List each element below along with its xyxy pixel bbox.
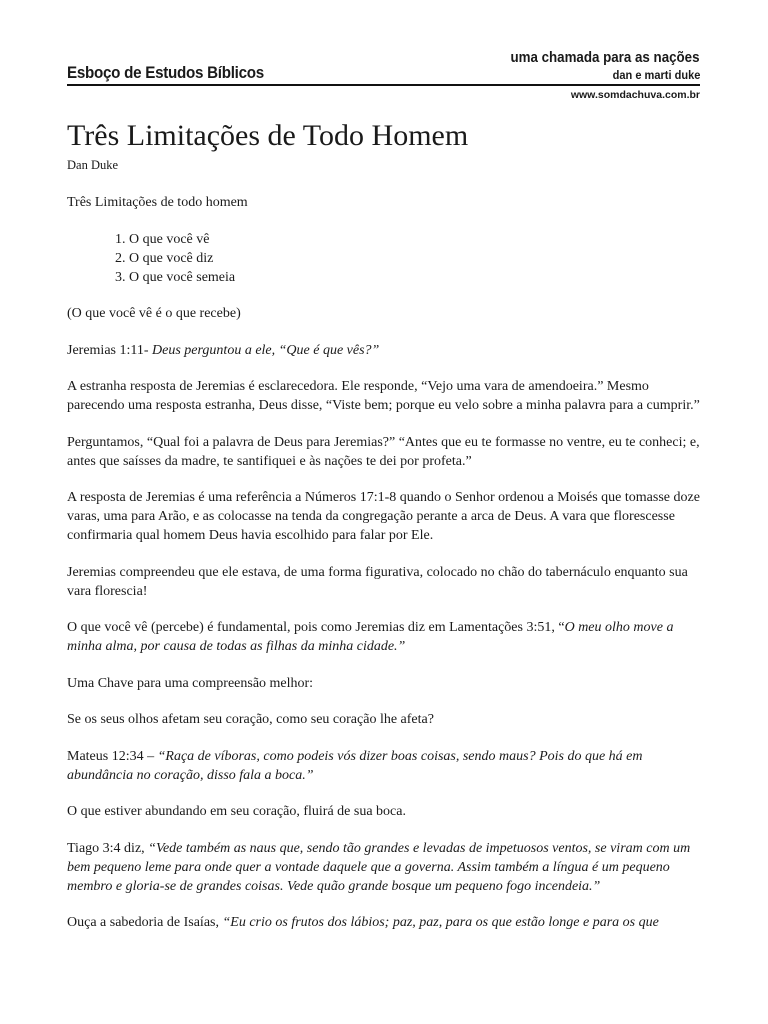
quote: “Eu crio os frutos dos lábios; paz, paz, para os que estão longe e para os que: [222, 915, 659, 930]
paragraph: [67, 747, 707, 785]
paragraph: Uma Chave para uma compreensão melhor:: [67, 675, 314, 691]
header-left-title: Esboço de Estudos Bíblicos: [67, 64, 264, 82]
header-tagline: uma chamada para as nações: [510, 50, 700, 66]
text: O que você vê (percebe) é fundamental, pois como Jeremias diz em Lamentações 3:51, “: [67, 620, 565, 635]
reference: Tiago 3:4 diz,: [67, 840, 149, 856]
paragraph: Perguntamos, “Qual foi a palavra de Deus para Jeremias?” “Antes que eu te formasse no ventre, eu te conheci; e, antes que saísses da madre, te santifiquei e às nações te dei por profeta.”: [67, 434, 700, 469]
paragraph: [67, 913, 707, 932]
quote: O meu olho move a minha alma, por causa de todas as filhas da minha cidade.”: [67, 620, 674, 654]
list-item: 2. O que você diz: [115, 250, 214, 266]
quote: Deus perguntou a ele, “Que é que vês?”: [152, 342, 380, 358]
list-item: 1. O que você vê: [115, 231, 210, 247]
reference: Jeremias 1:11-: [67, 342, 153, 358]
document-body: [67, 193, 707, 950]
reference: Ouça a sabedoria de Isaías,: [67, 915, 223, 930]
header-names: dan e marti duke: [612, 68, 700, 82]
paragraph: A estranha resposta de Jeremias é esclarecedora. Ele responde, “Vejo uma vara de amendoeira.” Mesmo parecendo uma resposta estranha, Deus disse, “Viste bem; porque eu velo sobre a minha palavra para a cumprir.”: [67, 379, 700, 413]
paragraph: (O que você vê é o que recebe): [67, 306, 241, 321]
author: Dan Duke: [67, 158, 119, 172]
paragraph: [67, 618, 707, 656]
page-title: Três Limitações de Todo Homem: [67, 119, 469, 152]
paragraph: O que estiver abundando em seu coração, fluirá de sua boca.: [67, 804, 406, 819]
reference: Mateus 12:34 –: [67, 748, 158, 764]
quote: “Raça de víboras, como podeis vós dizer boas coisas, sendo maus? Pois do que há em abundância no coração, disso fala a boca.”: [67, 748, 643, 783]
paragraph: [67, 341, 707, 360]
paragraph: Jeremias compreendeu que ele estava, de uma forma figurativa, colocado no chão do tabernáculo enquanto sua vara florescia!: [67, 564, 688, 599]
paragraph: [67, 839, 707, 896]
header-rule: [67, 84, 700, 86]
limitations-list: [67, 230, 707, 287]
quote: “Vede também as naus que, sendo tão grandes e levadas de impetuosos ventos, se viram com um bem pequeno leme para onde quer a vontade daquele que a governa. Assim também a língua é um pequeno membro e gloria-se de grandes coisas. Vede quão grande bosque um pequeno fogo incendeia.”: [67, 840, 691, 894]
list-item: 3. O que você semeia: [115, 269, 236, 285]
header-url[interactable]: www.somdachuva.com.br: [570, 89, 700, 101]
list-heading: Três Limitações de todo homem: [67, 195, 248, 210]
paragraph: A resposta de Jeremias é uma referência a Números 17:1-8 quando o Senhor ordenou a Moisés que tomasse doze varas, uma para Arão, e as colocasse na tenda da congregação perante a arca de Deus. A vara que florescesse confirmaria qual homem Deus havia escolhido para falar por Ele.: [67, 490, 700, 543]
paragraph: Se os seus olhos afetam seu coração, como seu coração lhe afeta?: [67, 712, 434, 727]
